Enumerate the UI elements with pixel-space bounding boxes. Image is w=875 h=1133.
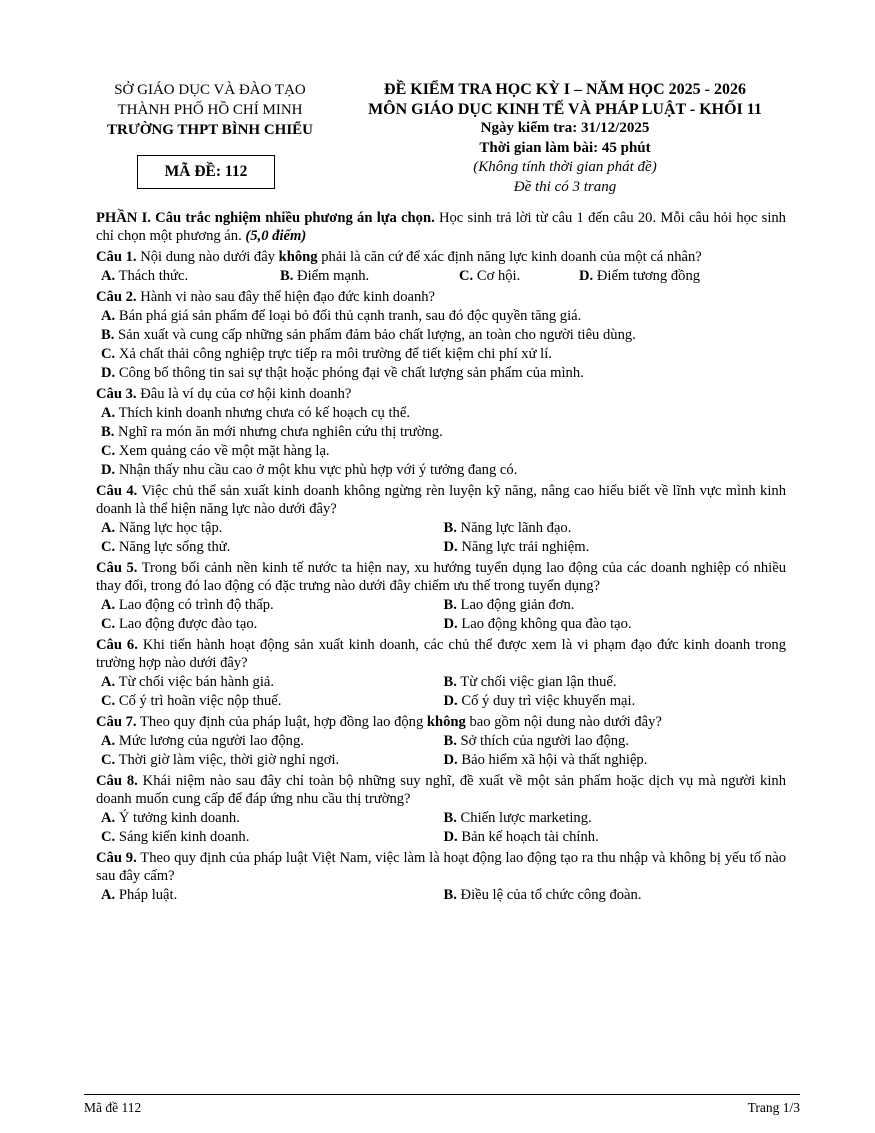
option-letter: C. (101, 752, 116, 768)
option-letter: A. (101, 887, 116, 903)
answer-row (96, 751, 786, 769)
answer-option-d (96, 364, 786, 382)
answer-option-c (101, 615, 444, 633)
option-letter: D. (443, 752, 458, 768)
answer-row (96, 886, 786, 904)
option-letter: D. (579, 268, 594, 284)
option-text: Chiến lược marketing. (456, 810, 592, 826)
option-text: Bảo hiểm xã hội và thất nghiệp. (457, 752, 648, 768)
answer-option-c (101, 751, 444, 769)
answer-column (96, 404, 786, 479)
question-5 (96, 559, 786, 633)
option-text: Bản kế hoạch tài chính. (457, 829, 599, 845)
answer-option-d (579, 267, 700, 285)
exam-content (96, 209, 786, 905)
part-1-instructions (96, 209, 786, 245)
option-letter: A. (101, 520, 116, 536)
option-text: Nhận thấy nhu cầu cao ở một khu vực phù hợp với ý tưởng đang có. (115, 462, 518, 478)
option-text: Điểm mạnh. (293, 268, 370, 284)
answer-option-b (444, 519, 787, 537)
question-number: Câu 1. (96, 249, 137, 265)
question-keyword: không (278, 249, 318, 265)
option-letter: A. (101, 308, 116, 324)
answer-option-c (101, 538, 444, 556)
question-number: Câu 4. (96, 483, 138, 499)
answer-option-b (96, 326, 786, 344)
option-letter: D. (101, 365, 116, 381)
footer-exam-code: Mã đề 112 (84, 1100, 142, 1115)
answer-option-a (101, 809, 444, 827)
answer-column (96, 307, 786, 382)
answer-option-a (96, 404, 786, 422)
question-text: Khái niệm nào sau đây chỉ toàn bộ những suy nghĩ, đề xuất về một sản phẩm hoặc dịch vụ mà người kinh doanh muốn cung cấp để đáp ứng nhu cầu thị trường? (96, 773, 786, 807)
question-text-end: phải là căn cứ để xác định năng lực kinh doanh của một cá nhân? (317, 249, 702, 265)
question-text: Theo quy định của pháp luật, hợp đồng lao động (136, 714, 427, 730)
answer-option-a (101, 267, 280, 285)
answer-option-d (444, 615, 787, 633)
header-right (350, 80, 780, 197)
answer-option-c (101, 692, 444, 710)
option-text: Sáng kiến kinh doanh. (115, 829, 250, 845)
option-text: Năng lực sống thử. (115, 539, 231, 555)
option-letter: D. (443, 829, 458, 845)
question-stem (96, 559, 786, 595)
option-letter: B. (101, 327, 115, 343)
question-stem (96, 636, 786, 672)
footer-divider (84, 1094, 800, 1095)
answer-option-c (101, 828, 444, 846)
question-keyword: không (426, 714, 466, 730)
question-number: Câu 8. (96, 773, 138, 789)
option-text: Nghĩ ra món ăn mới nhưng chưa nghiên cứu thị trường. (114, 424, 443, 440)
answer-row (96, 519, 786, 537)
option-letter: D. (443, 616, 458, 632)
option-text: Điều lệ của tổ chức công đoàn. (456, 887, 642, 903)
option-text: Sản xuất và cung cấp những sản phẩm đảm bảo chất lượng, an toàn cho người tiêu dùng. (114, 327, 636, 343)
option-letter: C. (101, 443, 116, 459)
question-3 (96, 385, 786, 479)
exam-code-box (137, 155, 275, 189)
answer-option-d (444, 751, 787, 769)
answer-row (96, 538, 786, 556)
question-4 (96, 482, 786, 556)
answer-option-b (96, 423, 786, 441)
exam-title: ĐỀ KIỂM TRA HỌC KỲ I – NĂM HỌC 2025 - 2026 (384, 81, 746, 98)
answer-option-d (444, 828, 787, 846)
question-7 (96, 713, 786, 769)
answer-row (96, 809, 786, 827)
answer-option-d (444, 538, 787, 556)
option-letter: C. (101, 539, 116, 555)
question-number: Câu 5. (96, 560, 138, 576)
option-text: Thời giờ làm việc, thời giờ nghỉ ngơi. (115, 752, 340, 768)
option-text: Pháp luật. (115, 887, 178, 903)
exam-date: Ngày kiểm tra: 31/12/2025 (480, 120, 650, 136)
option-letter: C. (101, 616, 116, 632)
option-text: Ý tưởng kinh doanh. (115, 810, 240, 826)
question-6 (96, 636, 786, 710)
answer-row (96, 692, 786, 710)
answer-option-b (444, 886, 787, 904)
option-text: Lao động không qua đào tạo. (457, 616, 632, 632)
option-text: Năng lực học tập. (115, 520, 223, 536)
answer-option-a (101, 673, 444, 691)
option-letter: A. (101, 810, 116, 826)
answer-row (96, 615, 786, 633)
answer-option-b (444, 673, 787, 691)
question-number: Câu 7. (96, 714, 137, 730)
department-line-2: THÀNH PHỐ HỒ CHÍ MINH (117, 102, 303, 118)
option-text: Thách thức. (115, 268, 189, 284)
option-letter: B. (101, 424, 115, 440)
answer-row (96, 596, 786, 614)
option-letter: B. (443, 597, 457, 613)
option-letter: C. (459, 268, 474, 284)
question-9 (96, 849, 786, 904)
part-1-points: (5,0 điểm) (245, 228, 307, 244)
option-text: Xem quảng cáo về một mặt hàng lạ. (115, 443, 330, 459)
option-letter: B. (443, 520, 457, 536)
answer-row (96, 828, 786, 846)
question-1 (96, 248, 786, 285)
question-text: Nội dung nào dưới đây (136, 249, 279, 265)
question-text: Đâu là ví dụ của cơ hội kinh doanh? (136, 386, 352, 402)
question-stem (96, 385, 786, 403)
option-text: Điểm tương đồng (593, 268, 701, 284)
question-2 (96, 288, 786, 382)
question-stem (96, 248, 786, 266)
duration-note: (Không tính thời gian phát đề) (473, 159, 657, 175)
answer-option-b (444, 596, 787, 614)
option-text: Cố ý duy trì việc khuyến mại. (457, 693, 636, 709)
question-text: Khi tiến hành hoạt động sản xuất kinh doanh, các chủ thể được xem là vi phạm đạo đức kinh doanh trong trường hợp nào dưới đây? (96, 637, 786, 671)
option-text: Năng lực lãnh đạo. (456, 520, 572, 536)
answer-row (96, 267, 786, 285)
option-letter: C. (101, 829, 116, 845)
subject-title: MÔN GIÁO DỤC KINH TẾ VÀ PHÁP LUẬT - KHỐI 11 (368, 100, 762, 118)
page-count-note: Đề thi có 3 trang (513, 178, 617, 195)
option-text: Từ chối việc gian lận thuế. (456, 674, 617, 690)
question-text-end: bao gồm nội dung nào dưới đây? (465, 714, 662, 730)
answer-option-a (96, 307, 786, 325)
option-letter: D. (101, 462, 116, 478)
option-letter: B. (280, 268, 294, 284)
option-text: Từ chối việc bán hành giả. (115, 674, 275, 690)
option-letter: C. (101, 693, 116, 709)
option-letter: D. (443, 539, 458, 555)
option-text: Bán phá giá sản phẩm để loại bỏ đối thủ cạnh tranh, sau đó độc quyền tăng giá. (115, 308, 582, 324)
option-letter: A. (101, 733, 116, 749)
option-letter: B. (443, 810, 457, 826)
question-text: Việc chủ thể sản xuất kinh doanh không ngừng rèn luyện kỹ năng, nâng cao hiểu biết về lĩnh vực mình kinh doanh là thể hiện năng lực nào dưới đây? (96, 483, 787, 517)
answer-row (96, 732, 786, 750)
option-letter: A. (101, 268, 116, 284)
question-text: Hành vi nào sau đây thể hiện đạo đức kinh doanh? (136, 289, 436, 305)
question-stem (96, 849, 786, 885)
answer-row (96, 673, 786, 691)
question-list (96, 248, 786, 904)
part-1-heading: PHẦN I. Câu trắc nghiệm nhiều phương án lựa chọn. (96, 210, 435, 226)
school-name: TRƯỜNG THPT BÌNH CHIỂU (106, 122, 313, 138)
answer-option-a (101, 732, 444, 750)
option-letter: D. (443, 693, 458, 709)
option-text: Cố ý trì hoãn việc nộp thuế. (115, 693, 282, 709)
option-letter: A. (101, 405, 116, 421)
answer-option-c (96, 345, 786, 363)
exam-duration: Thời gian làm bài: 45 phút (479, 139, 651, 156)
exam-code: MÃ ĐỀ: 112 (164, 163, 248, 180)
footer-page-number: Trang 1/3 (747, 1100, 800, 1115)
option-text: Xả chất thải công nghiệp trực tiếp ra môi trường để tiết kiệm chi phí xử lí. (115, 346, 552, 362)
option-letter: A. (101, 674, 116, 690)
question-stem (96, 772, 786, 808)
question-stem (96, 482, 786, 518)
option-letter: A. (101, 597, 116, 613)
answer-option-b (444, 809, 787, 827)
question-number: Câu 6. (96, 637, 138, 653)
question-number: Câu 9. (96, 850, 137, 866)
answer-option-a (101, 596, 444, 614)
department-line-1: SỞ GIÁO DỤC VÀ ĐÀO TẠO (114, 82, 306, 98)
answer-option-c (96, 442, 786, 460)
question-text: Trong bối cảnh nền kinh tế nước ta hiện nay, xu hướng tuyển dụng lao động của các doanh nghiệp có nhiều thay đổi, trong đó lao động có đặc trưng nào dưới đây chiếm ưu thế trong tuyển dụng? (96, 560, 787, 594)
option-letter: B. (443, 887, 457, 903)
option-text: Lao động giản đơn. (456, 597, 575, 613)
option-text: Mức lương của người lao động. (115, 733, 304, 749)
option-text: Cơ hội. (473, 268, 521, 284)
answer-option-b (444, 732, 787, 750)
option-text: Năng lực trải nghiệm. (457, 539, 590, 555)
answer-option-a (101, 519, 444, 537)
question-text: Theo quy định của pháp luật Việt Nam, việc làm là hoạt động lao động tạo ra thu nhập và không bị yếu tố nào sau đây cấm? (96, 850, 786, 884)
question-number: Câu 3. (96, 386, 137, 402)
question-8 (96, 772, 786, 846)
option-text: Lao động có trình độ thấp. (115, 597, 274, 613)
question-stem (96, 713, 786, 731)
answer-option-a (101, 886, 444, 904)
answer-option-d (444, 692, 787, 710)
question-stem (96, 288, 786, 306)
option-letter: B. (443, 674, 457, 690)
answer-option-c (459, 267, 579, 285)
option-text: Sở thích của người lao động. (456, 733, 629, 749)
header-left (84, 80, 336, 140)
option-text: Công bố thông tin sai sự thật hoặc phóng đại về chất lượng sản phẩm của mình. (115, 365, 584, 381)
answer-option-d (96, 461, 786, 479)
option-text: Thích kinh doanh nhưng chưa có kế hoạch cụ thể. (115, 405, 410, 421)
option-letter: C. (101, 346, 116, 362)
question-number: Câu 2. (96, 289, 137, 305)
option-letter: B. (443, 733, 457, 749)
answer-option-b (280, 267, 459, 285)
option-text: Lao động được đào tạo. (115, 616, 258, 632)
part-1-text: Học sinh trả lời từ câu 1 đến câu 20. Mỗi câu hỏi học sinh chỉ chọn một phương án. (96, 210, 786, 244)
